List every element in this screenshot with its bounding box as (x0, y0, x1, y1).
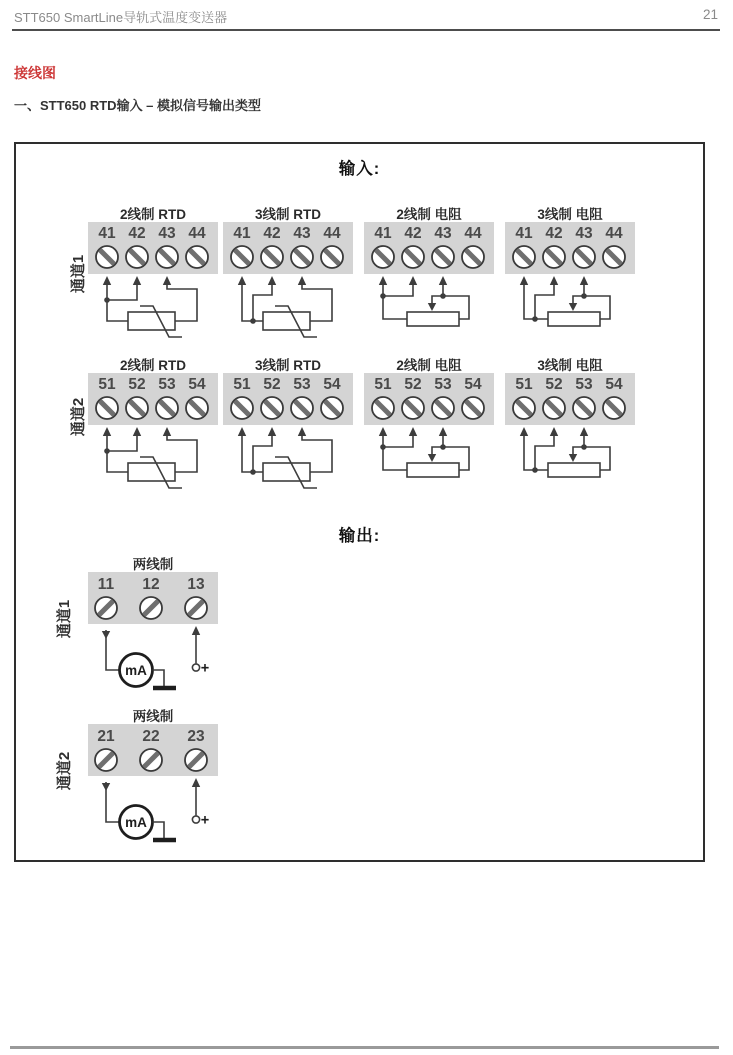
terminal-number: 42 (263, 225, 281, 242)
diagram-title: 3线制 电阻 (537, 358, 603, 373)
header-rule (12, 29, 720, 31)
input-diagram-res3 (505, 354, 639, 505)
footer-rule (10, 1046, 719, 1049)
input-diagram-res2 (364, 203, 498, 354)
terminal-number: 53 (158, 376, 176, 393)
ma-meter-label: mA (125, 815, 147, 830)
arrow-down-icon (102, 783, 110, 791)
diagram-title: 2线制 RTD (119, 358, 186, 373)
wiring-path (107, 283, 137, 300)
plus-terminal-icon (192, 816, 199, 823)
wiring-diagram (505, 373, 639, 505)
terminal-number: 12 (142, 576, 160, 593)
diagram-title: 2线制 RTD (119, 207, 186, 222)
terminal-number: 44 (605, 225, 623, 242)
wiring-path (107, 283, 128, 321)
rtd-symbol (128, 463, 175, 481)
terminal-number: 53 (434, 376, 452, 393)
terminal-number: 42 (404, 225, 422, 242)
wiring-path (153, 670, 165, 686)
wiring-diagram (505, 222, 639, 354)
page-number: 21 (702, 7, 718, 22)
terminal-number: 21 (97, 728, 115, 745)
page-header-title: STT650 SmartLine导轨式温度变送器 (14, 10, 228, 25)
terminal-number: 51 (515, 376, 533, 393)
terminal-number: 52 (404, 376, 422, 393)
wiring-path (383, 434, 413, 447)
rtd-symbol (263, 312, 310, 330)
terminal-number: 42 (128, 225, 146, 242)
junction-dot (532, 467, 538, 473)
arrow-up-icon (192, 626, 200, 635)
output-diagram-two-wire (88, 553, 222, 704)
input-diagram-rtd2 (88, 354, 222, 505)
wiring-path (524, 434, 548, 470)
diagram-title: 两线制 (132, 557, 174, 572)
terminal-number: 22 (142, 728, 160, 745)
diagram-title: 3线制 电阻 (537, 207, 603, 222)
junction-dot (250, 318, 256, 324)
wiring-figure-box (14, 142, 705, 862)
arrow-down-icon (428, 454, 436, 462)
section-heading: 接线图 (14, 65, 56, 81)
terminal-number: 54 (605, 376, 623, 393)
terminal-number: 51 (233, 376, 251, 393)
diagram-title: 2线制 电阻 (396, 358, 462, 373)
wiring-path (106, 782, 120, 822)
wiring-path (107, 434, 137, 451)
arrow-down-icon (569, 454, 577, 462)
input-diagram-res3 (505, 203, 639, 354)
resistor-symbol (407, 463, 459, 477)
junction-dot (532, 316, 538, 322)
wiring-path (106, 630, 120, 670)
terminal-number: 44 (188, 225, 206, 242)
terminal-number: 44 (464, 225, 482, 242)
diagram-title: 3线制 RTD (254, 207, 321, 222)
wiring-diagram (88, 373, 222, 505)
resistor-symbol (548, 312, 600, 326)
junction-dot (104, 297, 110, 303)
wiring-diagram (223, 373, 357, 505)
output-diagram-two-wire (88, 705, 222, 856)
junction-dot (581, 444, 587, 450)
terminal-number: 52 (128, 376, 146, 393)
terminal-number: 43 (434, 225, 452, 242)
resistor-symbol (407, 312, 459, 326)
arrow-down-icon (428, 303, 436, 311)
wiring-path (524, 283, 548, 319)
terminal-number: 51 (374, 376, 392, 393)
terminal-number: 11 (97, 576, 115, 593)
terminal-number: 44 (323, 225, 341, 242)
wiring-diagram (223, 222, 357, 354)
terminal-number: 43 (158, 225, 176, 242)
wiring-path (383, 434, 407, 470)
wiring-path (107, 434, 128, 472)
channel-label-input-1: 通道1 (70, 254, 87, 294)
terminal-number: 41 (233, 225, 251, 242)
input-diagram-rtd2 (88, 203, 222, 354)
terminal-number: 52 (263, 376, 281, 393)
terminal-number: 54 (323, 376, 341, 393)
arrow-down-icon (102, 631, 110, 639)
rtd-symbol (128, 312, 175, 330)
channel-label-output-2: 通道2 (56, 751, 73, 791)
input-diagram-rtd3 (223, 354, 357, 505)
channel-label-output-1: 通道1 (56, 599, 73, 639)
diagram-title: 3线制 RTD (254, 358, 321, 373)
input-diagram-rtd3 (223, 203, 357, 354)
terminal-number: 43 (293, 225, 311, 242)
terminal-number: 41 (98, 225, 116, 242)
plus-terminal-icon (192, 664, 199, 671)
terminal-number: 42 (545, 225, 563, 242)
terminal-number: 41 (515, 225, 533, 242)
terminal-number: 52 (545, 376, 563, 393)
wiring-diagram (88, 222, 222, 354)
diagram-title: 两线制 (132, 709, 174, 724)
terminal-number: 54 (464, 376, 482, 393)
junction-dot (440, 444, 446, 450)
terminal-number: 54 (188, 376, 206, 393)
subsection-heading: 一、STT650 RTD输入 – 模拟信号输出类型 (14, 98, 262, 113)
terminal-number: 41 (374, 225, 392, 242)
channel-label-input-2: 通道2 (70, 397, 87, 437)
arrow-up-icon (192, 778, 200, 787)
rtd-symbol (263, 463, 310, 481)
diagram-title: 2线制 电阻 (396, 207, 462, 222)
terminal-number: 43 (575, 225, 593, 242)
junction-dot (440, 293, 446, 299)
wiring-path (383, 283, 413, 296)
terminal-number: 53 (293, 376, 311, 393)
junction-dot (250, 469, 256, 475)
terminal-number: 13 (187, 576, 205, 593)
wiring-path (383, 283, 407, 319)
wiring-diagram (364, 222, 498, 354)
input-diagram-res2 (364, 354, 498, 505)
plus-label: + (200, 660, 210, 677)
junction-dot (380, 444, 386, 450)
plus-label: + (200, 812, 210, 829)
terminal-number: 23 (187, 728, 205, 745)
output-section-title: 输出: (338, 527, 381, 545)
input-section-title: 输入: (338, 160, 381, 178)
wiring-path (153, 822, 165, 838)
wiring-diagram (88, 724, 238, 856)
wiring-diagram (88, 572, 238, 704)
junction-dot (380, 293, 386, 299)
wiring-diagram (364, 373, 498, 505)
junction-dot (104, 448, 110, 454)
arrow-down-icon (569, 303, 577, 311)
ma-meter-label: mA (125, 663, 147, 678)
terminal-number: 53 (575, 376, 593, 393)
terminal-number: 51 (98, 376, 116, 393)
resistor-symbol (548, 463, 600, 477)
junction-dot (581, 293, 587, 299)
